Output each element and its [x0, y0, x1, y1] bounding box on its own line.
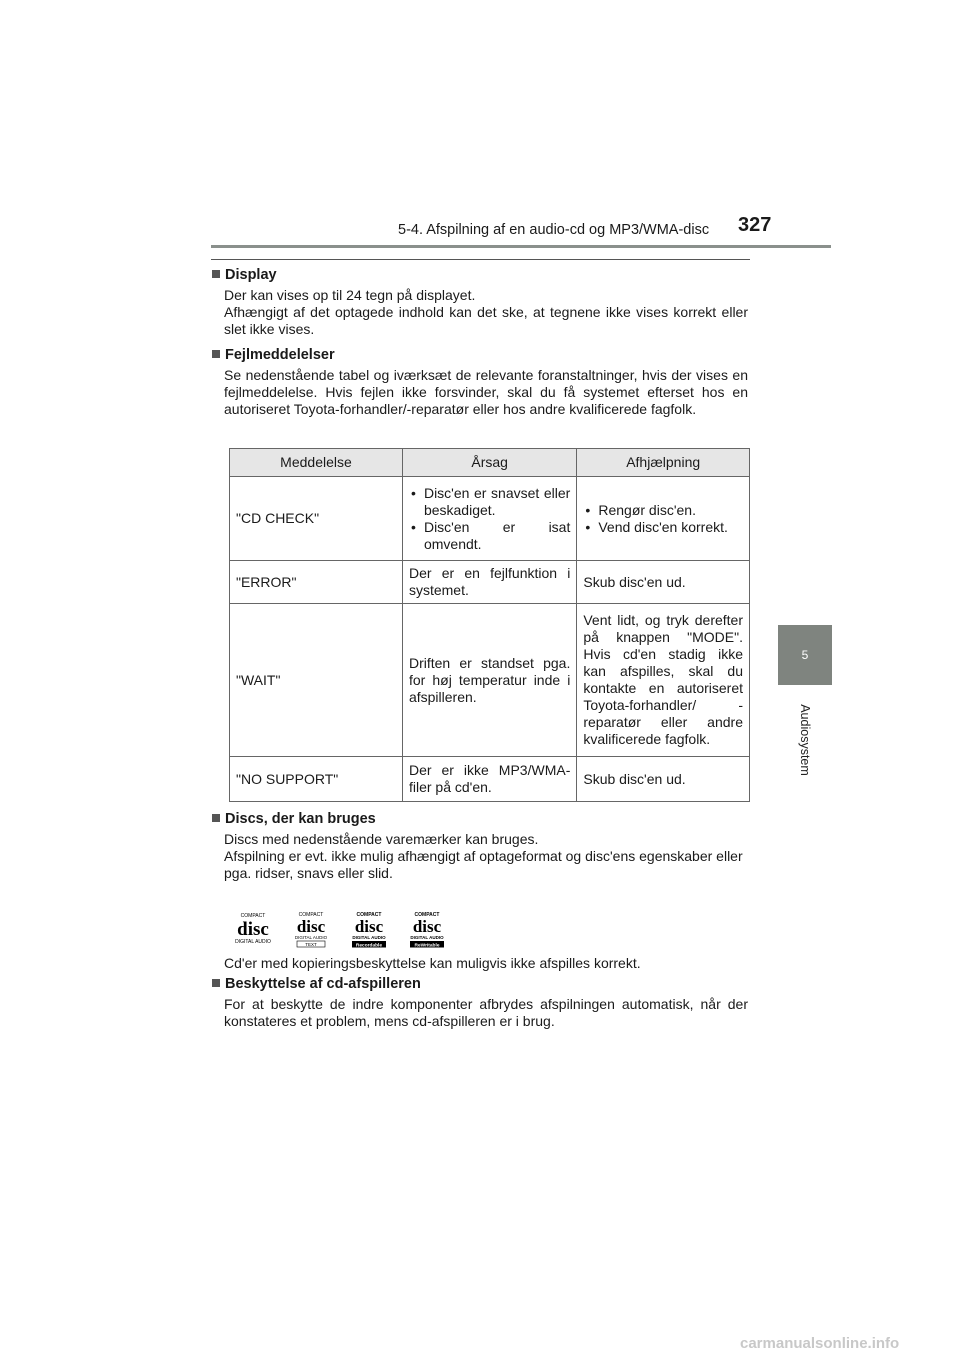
list-item: • Rengør disc'en.	[583, 502, 743, 519]
table-row	[230, 604, 750, 757]
table-row	[230, 561, 750, 604]
column-header: Meddelelse	[230, 449, 403, 477]
chapter-tab	[778, 625, 832, 685]
compact-disc-recordable-logo	[344, 910, 394, 948]
cause-cell: Der er en fejlfunktion i systemet.	[402, 561, 576, 604]
chapter-side-label	[797, 690, 813, 790]
square-bullet-icon	[212, 270, 220, 278]
remedy-cell: Skub disc'en ud.	[577, 757, 750, 802]
watermark: carmanualsonline.info	[740, 1335, 900, 1352]
copy-protection-note	[212, 955, 748, 972]
svg-text:COMPACT: COMPACT	[356, 912, 382, 918]
remedy-cell: Skub disc'en ud.	[577, 561, 750, 604]
svg-text:Recordable: Recordable	[355, 943, 383, 948]
svg-text:ReWritable: ReWritable	[414, 943, 440, 948]
svg-text:COMPACT: COMPACT	[240, 913, 266, 919]
svg-text:COMPACT: COMPACT	[414, 912, 440, 918]
list-item: • Disc'en er snavset eller beskadiget.	[409, 485, 570, 519]
section-body: For at beskytte de indre komponenter afbrydes afspilningen automatisk, når der konstateres et problem, mens cd-afspilleren er i brug.	[224, 996, 748, 1029]
message-cell: "NO SUPPORT"	[230, 757, 403, 802]
compact-disc-rewritable-logo	[402, 910, 452, 948]
svg-text:COMPACT: COMPACT	[298, 912, 324, 918]
paragraph: Discs med nedenstående varemærker kan bruges.	[224, 831, 539, 847]
table-row	[230, 477, 750, 561]
section-errors	[212, 347, 748, 418]
section-body: Se nedenstående tabel og iværksæt de relevante foranstaltninger, hvis der vises en fejlmeddelelse. Hvis fejlen ikke forsvinder, skal du få systemet efterset hos en autoriseret Toyota-forhandler/-reparatør eller hos andre kvalificerede fagfolk.	[224, 367, 748, 417]
section-protection	[212, 976, 748, 1030]
list-item: • Disc'en er isat omvendt.	[409, 519, 570, 553]
svg-text:DIGITAL AUDIO: DIGITAL AUDIO	[235, 939, 271, 945]
section-heading: Display	[212, 267, 748, 283]
section-heading: Fejlmeddelelser	[212, 347, 748, 363]
message-cell: "WAIT"	[230, 604, 403, 757]
square-bullet-icon	[212, 350, 220, 358]
paragraph: Der kan vises op til 24 tegn på displayet.	[224, 287, 476, 303]
cause-cell: Der er ikke MP3/WMA-filer på cd'en.	[402, 757, 576, 802]
header-rule	[211, 245, 831, 248]
page-number: 327	[738, 214, 772, 236]
message-cell: "CD CHECK"	[230, 477, 403, 561]
cause-cell	[402, 477, 576, 561]
svg-text:TEXT: TEXT	[305, 942, 317, 947]
remedy-cell: Vent lidt, og tryk derefter på knappen "MODE". Hvis cd'en stadig ikke kan afspilles, skal du kontakte en autoriseret Toyota-forhandler/ -reparatør eller andre kvalificerede fagfolk.	[577, 604, 750, 757]
section-body: Cd'er med kopieringsbeskyttelse kan muligvis ikke afspilles korrekt.	[224, 955, 641, 971]
column-header: Årsag	[402, 449, 576, 477]
compact-disc-digital-audio-logo	[228, 910, 278, 948]
table-header-row	[230, 449, 750, 477]
content-rule	[211, 259, 750, 260]
chapter-number: 5	[801, 648, 809, 662]
svg-text:disc: disc	[412, 917, 442, 936]
disc-logos	[228, 910, 452, 948]
svg-text:DIGITAL AUDIO: DIGITAL AUDIO	[352, 935, 386, 940]
svg-text:disc: disc	[237, 919, 269, 940]
svg-text:DIGITAL AUDIO: DIGITAL AUDIO	[294, 935, 328, 940]
column-header: Afhjælpning	[577, 449, 750, 477]
section-body	[224, 287, 748, 338]
square-bullet-icon	[212, 814, 220, 822]
table-row	[230, 757, 750, 802]
message-cell: "ERROR"	[230, 561, 403, 604]
list-item: • Vend disc'en korrekt.	[583, 519, 743, 536]
section-body	[224, 831, 748, 882]
chapter-label: Audiosystem	[798, 704, 812, 776]
square-bullet-icon	[212, 979, 220, 987]
svg-text:DIGITAL AUDIO: DIGITAL AUDIO	[410, 935, 444, 940]
section-display	[212, 267, 748, 338]
section-heading: Discs, der kan bruges	[212, 811, 748, 827]
compact-disc-text-logo	[286, 910, 336, 948]
error-message-table	[229, 448, 750, 802]
chapter-title: 5-4. Afspilning af en audio-cd og MP3/WMA-disc	[398, 222, 710, 238]
remedy-cell	[577, 477, 750, 561]
section-discs	[212, 811, 748, 882]
section-heading: Beskyttelse af cd-afspilleren	[212, 976, 748, 992]
paragraph: Afhængigt af det optagede indhold kan det ske, at tegnene ikke vises korrekt eller slet ikke vises.	[224, 304, 748, 337]
svg-text:disc: disc	[296, 917, 326, 936]
paragraph: Afspilning er evt. ikke mulig afhængigt af optageformat og disc'ens egenskaber eller pga. ridser, snavs eller slid.	[224, 848, 743, 881]
svg-text:disc: disc	[354, 917, 384, 936]
cause-cell: Driften er standset pga. for høj temperatur inde i afspilleren.	[402, 604, 576, 757]
